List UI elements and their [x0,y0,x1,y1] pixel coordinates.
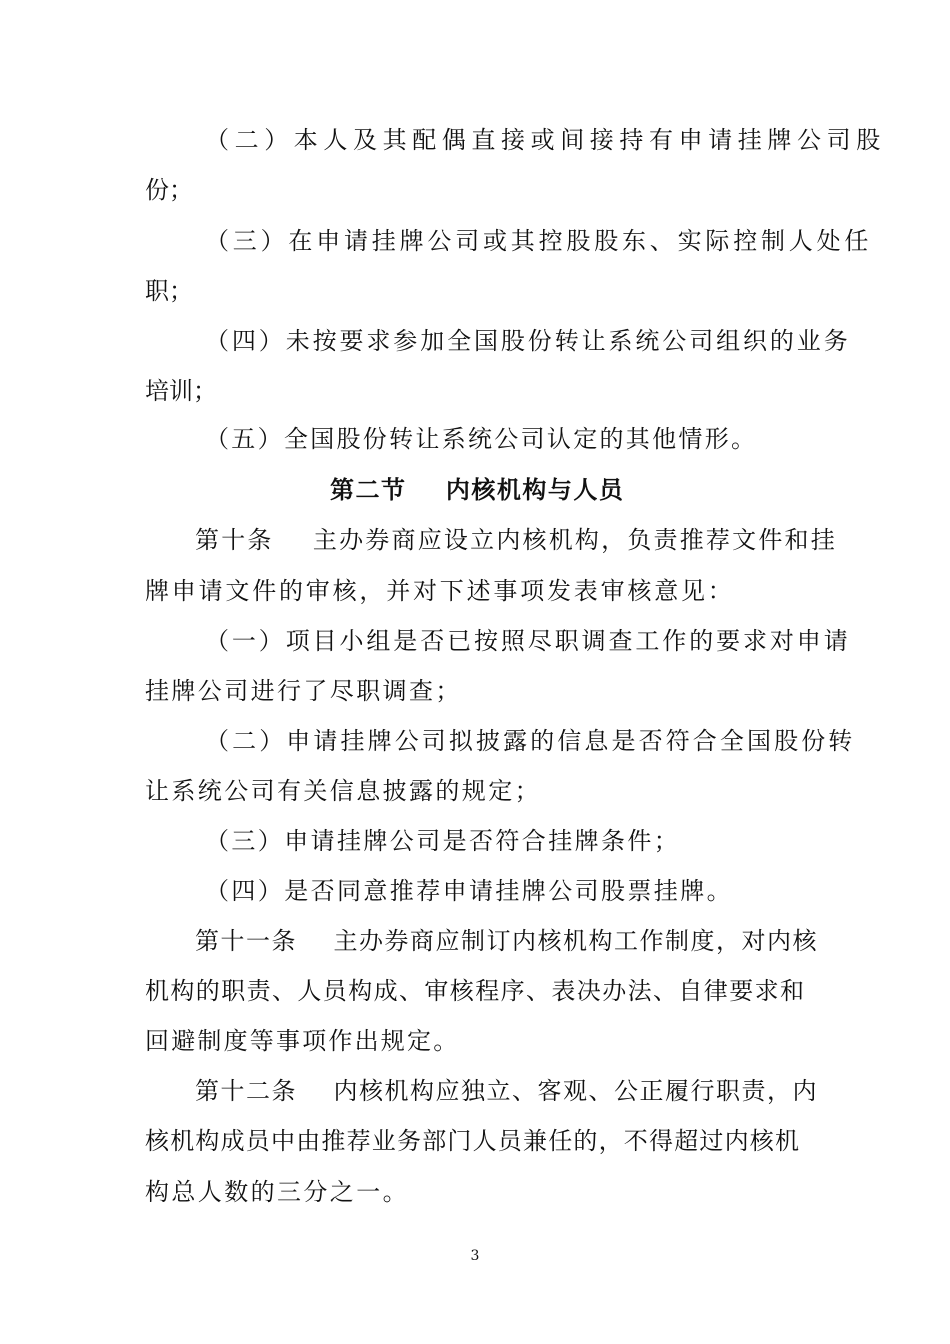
paragraph-line: 份； [145,176,193,204]
paragraph-line: 第十条 主办券商应设立内核机构，负责推荐文件和挂 [195,526,837,554]
paragraph-line: （三）在申请挂牌公司或其控股股东、实际控制人处任 [205,227,873,255]
paragraph-line: （二）申请挂牌公司拟披露的信息是否符合全国股份转 [205,727,856,755]
section-heading: 第二节 内核机构与人员 [330,475,625,504]
paragraph-line: 职； [145,277,193,305]
paragraph-line: （四）是否同意推荐申请挂牌公司股票挂牌。 [205,877,733,905]
paragraph-line: 挂牌公司进行了尽职调查； [145,677,462,705]
paragraph-line: （四）未按要求参加全国股份转让系统公司组织的业务 [205,327,851,355]
paragraph-line: 机构的职责、人员构成、审核程序、表决办法、自律要求和 [145,977,806,1005]
paragraph-line: 第十一条 主办券商应制订内核机构工作制度，对内核 [195,927,819,955]
paragraph-line: （一）项目小组是否已按照尽职调查工作的要求对申请 [205,627,851,655]
paragraph-line: 第十二条 内核机构应独立、客观、公正履行职责，内 [195,1077,819,1105]
paragraph-line: 培训； [145,377,217,405]
paragraph-line: （二）本人及其配偶直接或间接持有申请挂牌公司股 [205,126,886,154]
page-number: 3 [470,1248,480,1264]
paragraph-line: 构总人数的三分之一。 [145,1178,409,1206]
paragraph-line: 核机构成员中由推荐业务部门人员兼任的，不得超过内核机 [145,1127,801,1155]
paragraph-line: （三）申请挂牌公司是否符合挂牌条件； [205,827,681,855]
paragraph-line: 回避制度等事项作出规定。 [145,1027,460,1055]
paragraph-line: 让系统公司有关信息披露的规定； [145,777,541,805]
paragraph-line: （五）全国股份转让系统公司认定的其他情形。 [205,425,758,453]
paragraph-line: 牌申请文件的审核，并对下述事项发表审核意见： [145,577,735,605]
